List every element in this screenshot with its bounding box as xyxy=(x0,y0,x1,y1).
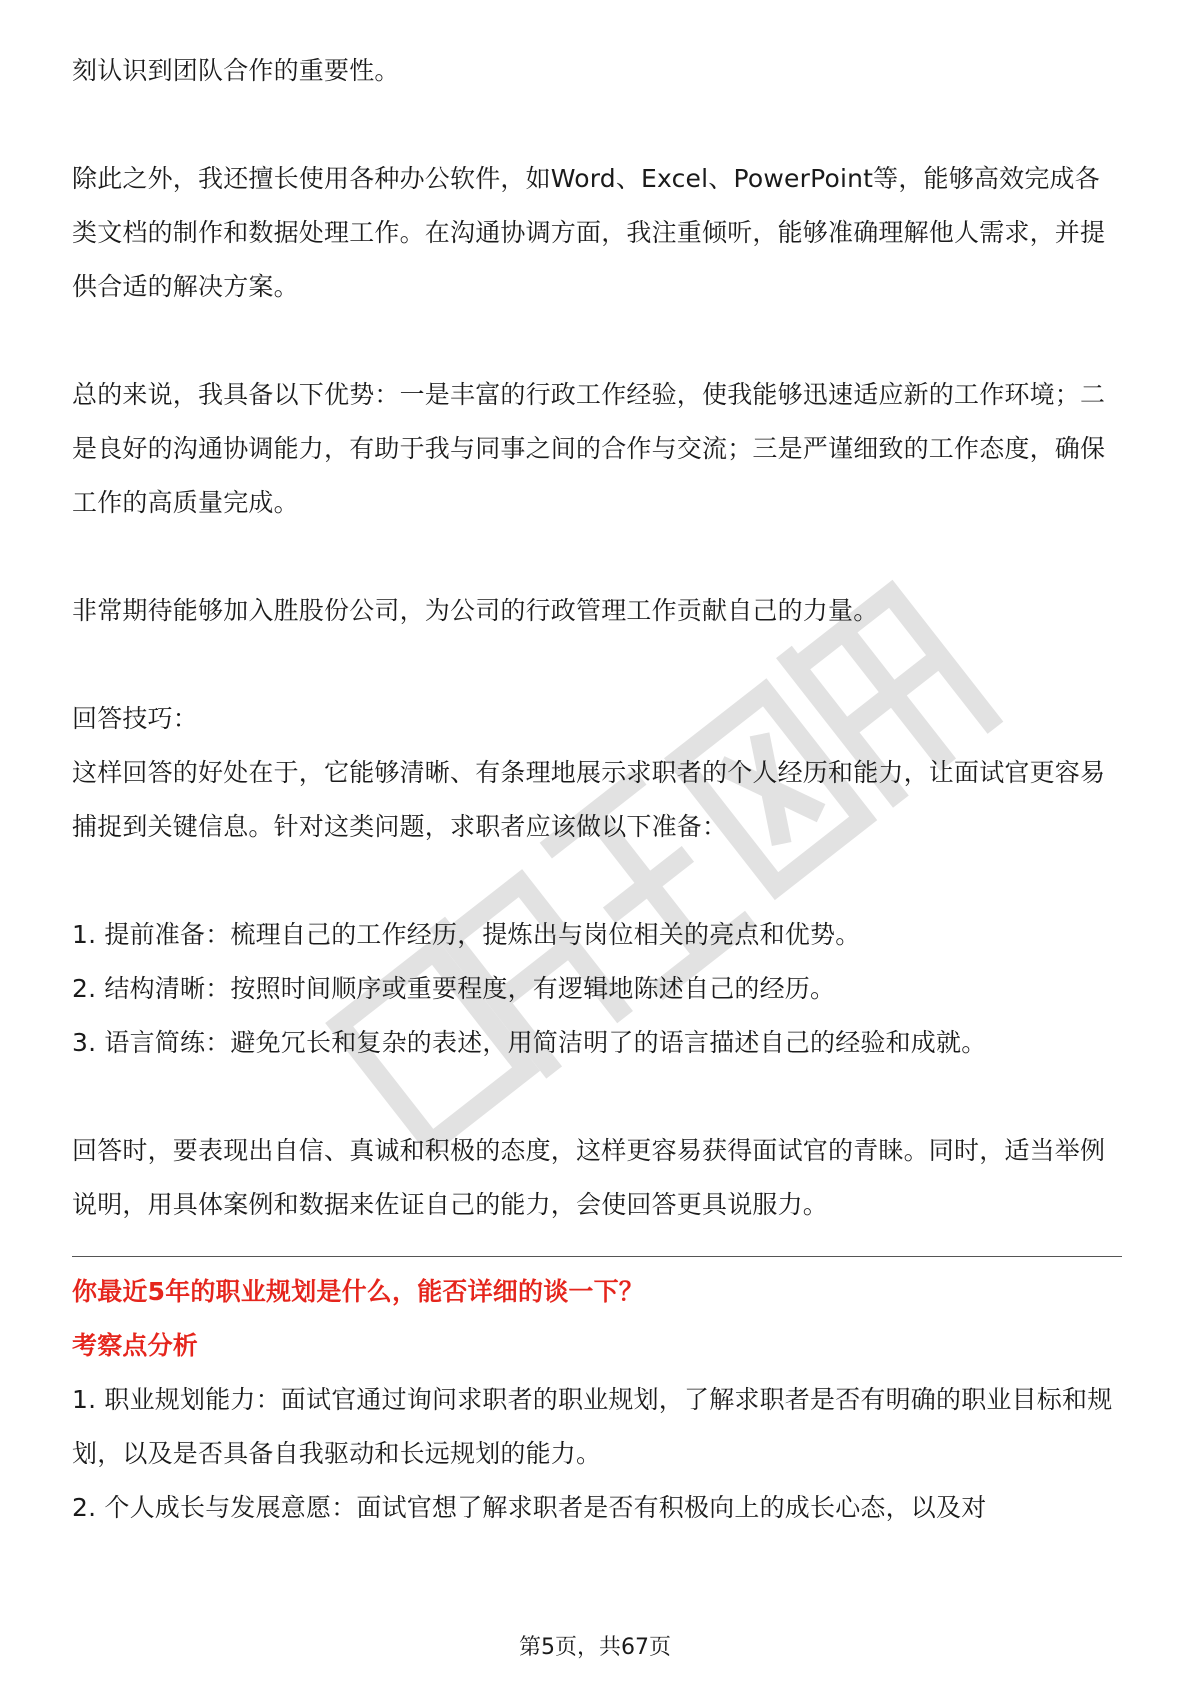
paragraph-closing: 非常期待能够加入胜股份公司，为公司的行政管理工作贡献自己的力量。 xyxy=(72,596,879,625)
paragraph-tips-intro: 这样回答的好处在于，它能够清晰、有条理地展示求职者的个人经历和能力，让面试官更容易捕捉到关键信息。针对这类问题，求职者应该做以下准备： xyxy=(72,758,1106,841)
paragraph-continuation: 刻认识到团队合作的重要性。 xyxy=(72,56,400,85)
paragraph-attitude: 回答时，要表现出自信、真诚和积极的态度，这样更容易获得面试官的青睐。同时，适当举例说明，用具体案例和数据来佐证自己的能力，会使回答更具说服力。 xyxy=(72,1136,1106,1219)
question-heading: 你最近5年的职业规划是什么，能否详细的谈一下？ xyxy=(72,1277,644,1306)
analysis-item: 1. 职业规划能力：面试官通过询问求职者的职业规划，了解求职者是否有明确的职业目标和规划，以及是否具备自我驱动和长远规划的能力。 xyxy=(72,1385,1113,1468)
paragraph-office-skills: 除此之外，我还擅长使用各种办公软件，如Word、Excel、PowerPoint等，能够高效完成各类文档的制作和数据处理工作。在沟通协调方面，我注重倾听，能够准确理解他人需求，并提供合适的解决方案。 xyxy=(72,164,1106,301)
analysis-item: 2. 个人成长与发展意愿：面试官想了解求职者是否有积极向上的成长心态，以及对 xyxy=(72,1493,987,1522)
page-number: 第5页，共67页 xyxy=(519,1635,671,1660)
section-divider xyxy=(72,1256,1122,1257)
answer-tips-heading: 回答技巧： xyxy=(72,704,199,733)
tip-item: 3. 语言简练：避免冗长和复杂的表述，用简洁明了的语言描述自己的经验和成就。 xyxy=(72,1028,987,1057)
paragraph-advantages: 总的来说，我具备以下优势：一是丰富的行政工作经验，使我能够迅速适应新的工作环境；二是良好的沟通协调能力，有助于我与同事之间的合作与交流；三是严谨细致的工作态度，确保工作的高质量完成。 xyxy=(72,380,1106,517)
tip-item: 1. 提前准备：梳理自己的工作经历，提炼出与岗位相关的亮点和优势。 xyxy=(72,920,861,949)
document-body xyxy=(72,44,1122,1535)
tip-item: 2. 结构清晰：按照时间顺序或重要程度，有逻辑地陈述自己的经历。 xyxy=(72,974,836,1003)
analysis-heading: 考察点分析 xyxy=(72,1331,199,1360)
